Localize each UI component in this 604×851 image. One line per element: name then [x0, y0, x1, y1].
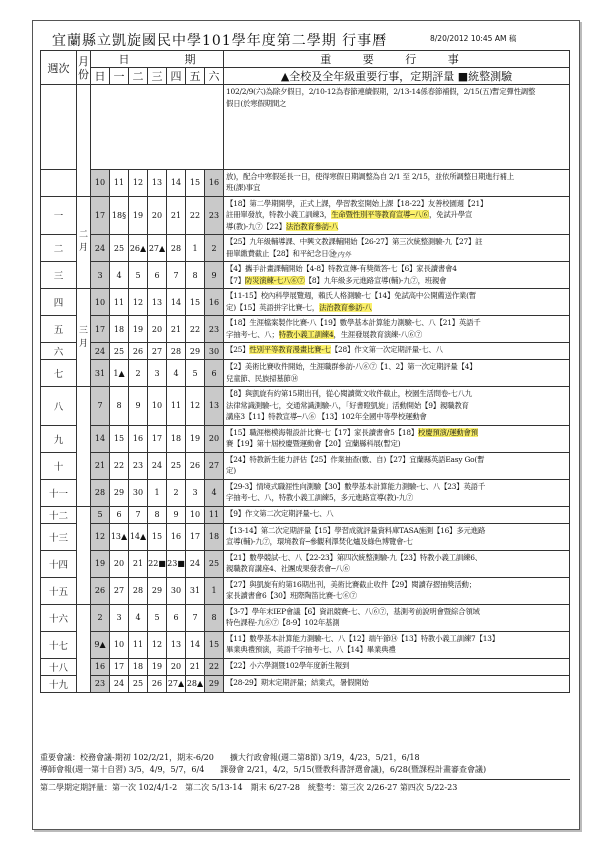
table-row: [41, 550, 570, 577]
day-cell: 13: [148, 289, 167, 316]
day-cell: 26: [148, 675, 167, 692]
day-cell: 25: [110, 343, 129, 360]
day-cell: 3: [91, 262, 110, 289]
day-cell: 9: [167, 506, 186, 523]
event-line: 【18】第二學期開學，正式上課，學習教室開始上課【18-22】友善校園週【21】: [226, 198, 488, 208]
day-cell: 16: [205, 289, 224, 316]
event-line: 法律常識測驗-七，交通常識測驗-八，「好書瞪凱旋」活動開始【9】親職教育: [226, 400, 469, 410]
event-line: 放)，配合中寒假延長一日，使得寒假日期調整為自 2/1 至 2/15，並依所調整日期進行補上: [226, 171, 514, 181]
event-line: 【13-14】第二次定期評量【15】學習成就評量資料庫TASA施測【16】多元進路: [226, 525, 486, 535]
event-line: 家長讀書會6【30】班際陶笛比賽-七⑥⑦: [226, 591, 357, 600]
day-cell: 14: [167, 169, 186, 196]
day-cell: 14: [186, 631, 205, 658]
events-cell: [224, 360, 570, 387]
event-line: 【7】防災演練-七八⑥⑦【8】九年級多元進路宣導(輔)-九⑦，班親會: [226, 275, 447, 285]
month-cell: [77, 506, 91, 604]
day-cell: 12: [91, 523, 110, 550]
day-cell: 7: [129, 506, 148, 523]
day-cell: 20: [148, 196, 167, 235]
day-cell: 6: [167, 604, 186, 631]
week-number: 二: [41, 235, 77, 262]
day-cell: 28: [167, 235, 186, 262]
day-cell: 11: [205, 506, 224, 523]
table-row: [41, 196, 570, 235]
events-cell: [224, 289, 570, 316]
week-number: 十七: [41, 631, 77, 658]
events-cell: [224, 550, 570, 577]
day-cell: 15: [205, 631, 224, 658]
highlighted-text: 性別平等教育漫畫比賽-七: [249, 345, 331, 354]
event-line: 講座3【11】特教宣導─八⑥ 【13】102年全國中等學校運動會: [226, 412, 427, 421]
event-line: 【15】職涯楷模海報設計比賽-七【17】家長讀書會5【18】校慶預演/運動會預: [226, 427, 478, 437]
week-number: 八: [41, 387, 77, 426]
day-cell: 26: [129, 343, 148, 360]
highlighted-text: 防災演練-七八⑥⑦: [244, 275, 305, 285]
highlighted-text: 法治教育參訪-八: [285, 221, 339, 231]
day-cell: 8: [110, 387, 129, 426]
event-line: 班(課)事宜: [226, 183, 261, 192]
week-number: 十三: [41, 523, 77, 550]
week-number: 六: [41, 343, 77, 360]
day-cell: 19: [129, 316, 148, 343]
event-line: 【25】九年級輔導課、中興文教課輔開始【26-27】第三次統整測驗-九【27】註: [226, 237, 483, 246]
day-cell: 16: [91, 658, 110, 675]
day-header: 二: [129, 68, 148, 85]
events-cell: [224, 196, 570, 235]
events-cell: [224, 343, 570, 360]
table-row: [41, 235, 570, 262]
day-cell: 19: [91, 550, 110, 577]
table-row: [41, 85, 570, 170]
day-cell: 12: [148, 631, 167, 658]
table-row: [41, 262, 570, 289]
day-cell: 24: [110, 675, 129, 692]
event-line: 親職教育講座4、社團成果發表會─八⑥: [226, 564, 350, 573]
highlighted-text: 生命暨性別平等教育宣導─八⑥: [331, 210, 429, 219]
day-cell: 18: [110, 316, 129, 343]
day-cell: 3: [110, 604, 129, 631]
day-cell: 27: [148, 343, 167, 360]
table-row: [41, 506, 570, 523]
day-header: 六: [205, 68, 224, 85]
day-cell: 16: [129, 425, 148, 452]
event-line: 字抽考-七、八；特教小義工訓練4，生涯發展教育演練-八⑥⑦: [226, 329, 423, 339]
day-cell: 24: [186, 550, 205, 577]
day-cell: 17: [110, 658, 129, 675]
day-cell: 15: [186, 289, 205, 316]
event-line: 【11】數學基本計算能力測驗-七、八【12】端午節⑭【13】特教小義工訓練7【13】: [226, 633, 499, 643]
month-cell: [77, 387, 91, 507]
day-cell: 27▲: [167, 675, 186, 692]
events-cell: [224, 235, 570, 262]
day-cell: 9: [129, 387, 148, 426]
day-cell: 1: [205, 577, 224, 604]
day-header: 三: [148, 68, 167, 85]
day-cell: 19: [148, 658, 167, 675]
date-header-right: 期: [184, 53, 196, 66]
event-line: 兒童節、民族掃墓節⑭: [226, 373, 298, 383]
day-cell: 15: [186, 169, 205, 196]
day-cell: 28: [129, 577, 148, 604]
table-row: [41, 675, 570, 692]
table-row: [41, 604, 570, 631]
day-cell: 1: [186, 235, 205, 262]
day-cell: 13: [205, 387, 224, 426]
day-cell: 10: [110, 631, 129, 658]
day-cell: 17: [148, 425, 167, 452]
day-cell: 3: [186, 479, 205, 506]
day-cell: 5: [91, 506, 110, 523]
day-cell: 7: [186, 604, 205, 631]
day-cell: 21: [167, 196, 186, 235]
events-cell: [224, 675, 570, 692]
event-line: 【29-3】情境式職涯性向測驗【30】數學基本計算能力測驗-七、八【23】英語千: [226, 481, 486, 491]
week-number: 十五: [41, 577, 77, 604]
day-cell: 17: [91, 196, 110, 235]
event-line: 【22】小六學測暨102學年度新生報到: [226, 660, 350, 670]
date-header-left: 日: [118, 53, 130, 66]
event-line: 【24】特教新生能力評估【25】作業抽查(數、自)【27】宜蘭縣英語Easy Go(暫: [226, 454, 485, 464]
day-cell: 6: [205, 360, 224, 387]
day-cell: 21: [91, 452, 110, 479]
event-line: 【8】與凱旋有約第15期出刊，從心閱讀徵文收件截止，校園生活問卷-七八九: [226, 389, 472, 398]
event-line: 畢業典禮預演，英語千字抽考-七、八【14】畢業典禮: [226, 645, 396, 654]
events-cell: [224, 631, 570, 658]
week-number: [41, 169, 77, 196]
highlighted-text: 特教小義工訓練4: [278, 329, 334, 339]
day-cell: 7: [91, 387, 110, 426]
events-cell: [224, 479, 570, 506]
week-number: 十六: [41, 604, 77, 631]
day-cell: 29: [205, 675, 224, 692]
day-cell: 21: [167, 316, 186, 343]
day-cell: 5: [186, 360, 205, 387]
event-line: 註冊單發放，特教小義工訓練3，生命暨性別平等教育宣導─八⑥，免試升學宣: [226, 210, 473, 219]
day-cell: 22: [186, 196, 205, 235]
day-cell: 4: [167, 360, 186, 387]
day-cell: 25: [129, 675, 148, 692]
day-cell: 8: [186, 262, 205, 289]
table-row: [41, 343, 570, 360]
table-row: [41, 169, 570, 196]
month-column-header: 月份: [77, 51, 91, 85]
day-cell: 10: [91, 169, 110, 196]
day-cell: 2: [91, 604, 110, 631]
day-cell: 2: [129, 360, 148, 387]
day-cell: 12: [129, 289, 148, 316]
week-number: 十二: [41, 506, 77, 523]
event-line: 【4】攜手計畫課輔開始【4-8】特教宣傳-有獎徵答-七【6】家長讀書會4: [226, 264, 457, 273]
day-cell: 22: [110, 452, 129, 479]
day-cell: 27: [205, 452, 224, 479]
event-line: 字抽考-七、八，特教小義工訓練5，多元進路宣導(教)-九⑦: [226, 493, 414, 502]
day-cell: 20: [148, 316, 167, 343]
week-number: 十: [41, 452, 77, 479]
week-number: 十一: [41, 479, 77, 506]
events-cell: [224, 604, 570, 631]
day-cell: 22: [186, 316, 205, 343]
day-cell: 6: [148, 262, 167, 289]
day-cell: 11: [167, 387, 186, 426]
event-line: 【9】作文第二次定期評量-七、八: [226, 508, 334, 518]
week-number: 九: [41, 425, 77, 452]
table-row: [41, 631, 570, 658]
highlighted-text: 法治教育參訪-八: [319, 302, 372, 312]
day-cell: 30: [129, 479, 148, 506]
day-cell: 26: [91, 577, 110, 604]
table-row: [41, 289, 570, 316]
events-cell: [224, 658, 570, 675]
day-cell: 13▲: [110, 523, 129, 550]
day-cell: 1▲: [110, 360, 129, 387]
day-cell: 23■: [167, 550, 186, 577]
day-header: 日: [91, 68, 110, 85]
footer-exams: 第二學期定期評量：第一次 102/4/1-2 第二次 5/13-14 期末 6/27-28 統整考：第三次 2/26-27 第四次 5/22-23: [40, 779, 570, 794]
event-line: 【3-7】學年末IEP會議【6】資訊競賽-七、八⑥⑦，基測考前說明會暨綜合領域: [226, 606, 480, 616]
day-header: 五: [186, 68, 205, 85]
day-cell: 11: [110, 289, 129, 316]
month-cell: [77, 85, 91, 197]
day-cell: 4: [110, 262, 129, 289]
day-cell: 20: [205, 425, 224, 452]
events-cell: [224, 262, 570, 289]
events-cell: [224, 425, 570, 452]
date-column-header: [91, 51, 224, 68]
event-line: 【2】美術比賽收件開始，生涯職群參訪-八⑥⑦【1、2】第一次定期評量【4】: [226, 362, 477, 371]
event-line: 【28-29】期末定期評量；結業式，暑假開始: [226, 677, 369, 687]
footer-notes: [40, 752, 570, 794]
table-row: [41, 577, 570, 604]
day-cell: 23: [91, 675, 110, 692]
day-cell: 31: [186, 577, 205, 604]
events-column-header: 重 要 行 事: [224, 51, 570, 68]
month-cell: [77, 604, 91, 692]
week-number: 十九: [41, 675, 77, 692]
day-cell: 28: [91, 479, 110, 506]
week-number: 十四: [41, 550, 77, 577]
week-number: 十八: [41, 658, 77, 675]
day-cell: 2: [167, 479, 186, 506]
day-cell: 28: [167, 343, 186, 360]
table-row: [41, 479, 570, 506]
table-row: [41, 425, 570, 452]
table-header-row: [41, 51, 570, 68]
week-number: 四: [41, 289, 77, 316]
day-cell: 14: [91, 425, 110, 452]
day-cell: 18: [167, 425, 186, 452]
day-header: 一: [110, 68, 129, 85]
day-cell: 15: [110, 425, 129, 452]
events-cell: [224, 452, 570, 479]
event-line: 導(教)-九⑦【22】法治教育參訪-八: [226, 221, 339, 231]
day-cell: 5: [148, 604, 167, 631]
week-column-header: 週次: [41, 51, 77, 85]
day-cell: 4: [205, 479, 224, 506]
table-row: [41, 658, 570, 675]
events-cell: [224, 85, 570, 170]
day-cell: 5: [129, 262, 148, 289]
event-line: 特色課程-九⑥⑦【8-9】102年基測: [226, 618, 340, 627]
day-cell: 8: [205, 604, 224, 631]
day-cell: 6: [110, 506, 129, 523]
day-cell: 20: [167, 658, 186, 675]
table-row: [41, 387, 570, 426]
events-cell: [224, 169, 570, 196]
day-cell: 10: [148, 387, 167, 426]
day-cell: 27▲: [148, 235, 167, 262]
day-cell: 19: [129, 196, 148, 235]
day-cell: 26▲: [129, 235, 148, 262]
event-line: 【25】性別平等教育漫畫比賽-七【28】作文第一次定期評量-七、八: [226, 345, 443, 354]
day-cell: 28▲: [186, 675, 205, 692]
highlighted-text: 校慶預演/運動會預: [418, 427, 478, 437]
day-cell: 25: [205, 550, 224, 577]
footer-meetings: 重要會議：校務會議-期初 102/2/21，期末-6/20 擴大行政會報(週二第8節) 3/19，4/23，5/21，6/18: [40, 753, 420, 762]
day-cell: 16: [167, 523, 186, 550]
day-cell-blank: [91, 85, 224, 170]
event-line: 賽【19】第十屆校慶暨運動會【20】宜蘭縣科展(暫定): [226, 439, 401, 448]
table-row: [41, 452, 570, 479]
day-cell: 24: [91, 343, 110, 360]
day-cell: 29: [110, 479, 129, 506]
event-line: 【18】生涯檔案製作比賽-八【19】數學基本計算能力測驗-七、八【21】英語千: [226, 318, 481, 327]
day-cell: 31: [91, 360, 110, 387]
events-cell: [224, 387, 570, 426]
day-cell: 9▲: [91, 631, 110, 658]
events-cell: [224, 577, 570, 604]
day-cell: 18§: [110, 196, 129, 235]
day-cell: 22: [205, 658, 224, 675]
table-row: [41, 360, 570, 387]
week-number: 七: [41, 360, 77, 387]
day-cell: 17: [186, 523, 205, 550]
day-cell: 13: [167, 631, 186, 658]
events-cell: [224, 523, 570, 550]
day-cell: 29: [148, 577, 167, 604]
day-cell: 13: [148, 169, 167, 196]
day-cell: 14: [167, 289, 186, 316]
day-cell: 14▲: [129, 523, 148, 550]
day-cell: 20: [110, 550, 129, 577]
day-cell: 12: [186, 387, 205, 426]
day-cell: 30: [205, 343, 224, 360]
day-cell: 25: [110, 235, 129, 262]
day-cell: 10: [91, 289, 110, 316]
day-cell: 4: [129, 604, 148, 631]
week-number: 五: [41, 316, 77, 343]
events-cell: [224, 316, 570, 343]
footer-meetings-2: 導師會報(週一第十自習) 3/5，4/9，5/7，6/4 課發會 2/21，4/2，5/15(暨教科書評選會議)，6/28(暨課程計畫審查會議): [40, 764, 487, 774]
day-cell: 9: [205, 262, 224, 289]
week-number: 一: [41, 196, 77, 235]
table-row: [41, 523, 570, 550]
event-line: 假日(於寒假期間之: [226, 98, 287, 108]
day-cell: 2: [205, 235, 224, 262]
events-cell: [224, 506, 570, 523]
day-cell: 29: [186, 343, 205, 360]
day-cell: 23: [205, 196, 224, 235]
day-cell: 1: [148, 479, 167, 506]
day-header-row: [41, 68, 570, 85]
handwritten-note: 之内外: [330, 251, 351, 259]
day-cell: 7: [167, 262, 186, 289]
calendar-body: [41, 85, 570, 693]
day-cell: 10: [186, 506, 205, 523]
day-cell: 11: [110, 169, 129, 196]
month-cell: 三月: [77, 289, 91, 387]
day-cell: 25: [167, 452, 186, 479]
day-cell: 22■: [148, 550, 167, 577]
event-line: 【11-15】校內科學展覽週，賴氏人格測驗-七【14】免試高中公開薦送作業(暫: [226, 291, 477, 300]
legend-summary: ▲全校及全年級重要行事，定期評量 ■統整測驗: [224, 68, 570, 85]
day-cell: 27: [110, 577, 129, 604]
day-cell: 24: [91, 235, 110, 262]
day-cell: 11: [129, 631, 148, 658]
table-row: [41, 316, 570, 343]
calendar-table: [40, 50, 570, 693]
day-cell: 23: [129, 452, 148, 479]
day-cell: 21: [129, 550, 148, 577]
event-line: 定)【15】英語拼字比賽-七，法治教育參訪-八: [226, 302, 372, 312]
day-cell: 18: [205, 523, 224, 550]
event-line: 定): [226, 466, 236, 475]
day-cell: 15: [148, 523, 167, 550]
day-cell: 26: [186, 452, 205, 479]
day-header: 四: [167, 68, 186, 85]
event-line: 【21】數學競試-七、八【22-23】第四次統整測驗-九【23】特教小義工訓練6、: [226, 552, 482, 562]
event-line: 102/2/9(六)為除夕假日，2/10-12為春節連續假期，2/13-14係春節補假，2/15(五)暫定彈性調整: [226, 87, 536, 96]
month-cell: 二月: [77, 196, 91, 289]
event-line: 冊單繳費截止【28】和平紀念日⑭: [226, 248, 336, 258]
day-cell: 18: [129, 658, 148, 675]
week-number: 三: [41, 262, 77, 289]
day-cell: 23: [205, 316, 224, 343]
day-cell: 12: [129, 169, 148, 196]
week-number: [41, 85, 77, 170]
print-stamp: 8/20/2012 10:45 AM 稿: [430, 34, 517, 43]
day-cell: 3: [148, 360, 167, 387]
event-line: 【27】與凱旋有約第16期出刊，美術比賽截止收件【29】閱讀存摺抽獎活動；: [226, 579, 476, 589]
day-cell: 24: [148, 452, 167, 479]
event-line: 宣導(輔)-九⑦，環境教育─參觀利澤焚化爐及綠色博覽會-七: [226, 537, 413, 546]
day-cell: 19: [186, 425, 205, 452]
day-cell: 17: [91, 316, 110, 343]
day-cell: 30: [167, 577, 186, 604]
day-cell: 8: [148, 506, 167, 523]
day-cell: 21: [186, 658, 205, 675]
day-cell: 16: [205, 169, 224, 196]
page-title: 宜蘭縣立凱旋國民中學101學年度第二學期 行事曆: [52, 33, 388, 49]
